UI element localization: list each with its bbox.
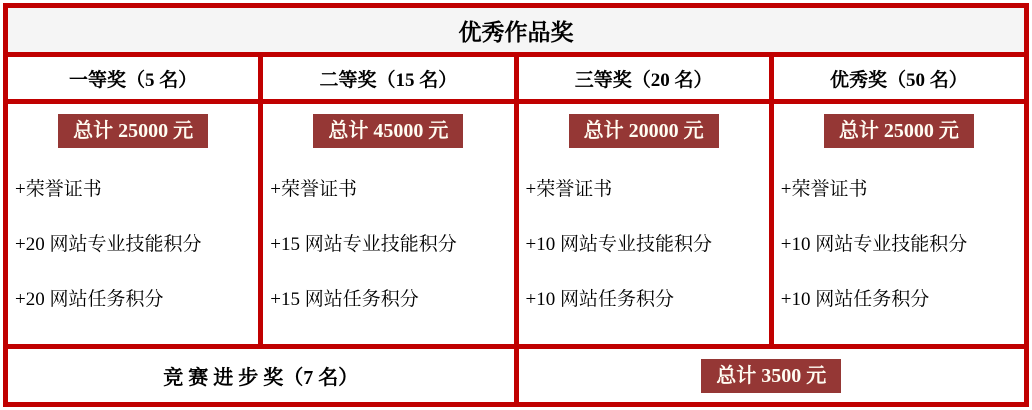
total-badge: 总计 20000 元 <box>569 114 719 148</box>
benefit-line: +15 网站专业技能积分 <box>270 234 457 255</box>
prize-detail-cell-first <box>8 104 258 344</box>
benefit-line: +荣誉证书 <box>780 179 868 200</box>
benefit-line: +10 网站专业技能积分 <box>525 234 712 255</box>
footer-progress-award-cell <box>8 349 514 402</box>
header-label: 优秀奖（50 名） <box>829 69 968 91</box>
benefit-line: +20 网站专业技能积分 <box>15 234 202 255</box>
benefit-line: +荣誉证书 <box>270 179 357 200</box>
benefit-line: +20 网站任务积分 <box>15 289 164 310</box>
benefit-line: +10 网站任务积分 <box>525 289 674 310</box>
header-cell-third-prize <box>519 57 769 99</box>
badge-row <box>523 114 765 148</box>
table-title: 优秀作品奖 <box>458 19 574 45</box>
table-title-cell <box>8 8 1024 52</box>
badge-row <box>267 114 509 148</box>
awards-table <box>3 3 1029 407</box>
total-badge: 总计 45000 元 <box>313 114 463 148</box>
header-label: 三等奖（20 名） <box>574 69 713 91</box>
prize-detail-cell-excellence <box>774 104 1024 344</box>
header-cell-first-prize <box>8 57 258 99</box>
prize-detail-cell-third <box>519 104 769 344</box>
benefit-line: +荣誉证书 <box>525 179 613 200</box>
badge-row <box>778 114 1020 148</box>
header-cell-second-prize <box>263 57 513 99</box>
total-badge: 总计 25000 元 <box>824 114 974 148</box>
benefit-line: +10 网站任务积分 <box>780 289 930 310</box>
total-badge: 总计 3500 元 <box>701 359 841 393</box>
header-label: 二等奖（15 名） <box>319 69 458 91</box>
prize-detail-cell-second <box>263 104 513 344</box>
footer-progress-award-label: 竞 赛 进 步 奖（7 名） <box>163 367 359 389</box>
benefit-line: +荣誉证书 <box>15 179 102 200</box>
badge-row <box>12 114 254 148</box>
header-label: 一等奖（5 名） <box>68 69 198 91</box>
total-badge: 总计 25000 元 <box>58 114 208 148</box>
header-cell-excellence-prize <box>774 57 1024 99</box>
benefit-line: +10 网站专业技能积分 <box>780 234 968 255</box>
footer-progress-total-cell <box>519 349 1025 402</box>
benefit-line: +15 网站任务积分 <box>270 289 419 310</box>
